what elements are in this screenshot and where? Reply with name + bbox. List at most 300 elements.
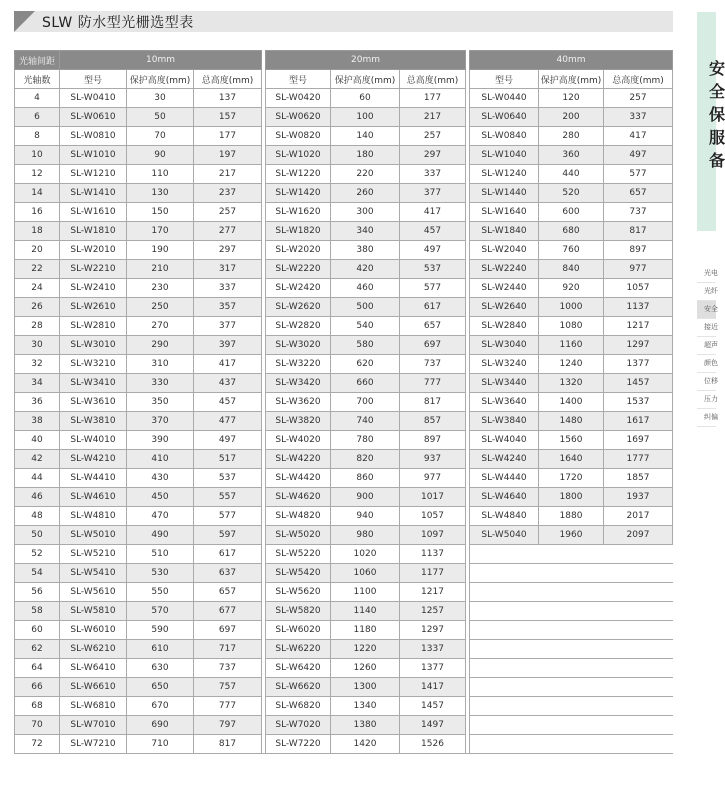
table-cell: 310	[127, 355, 194, 374]
table-cell: SL-W5410	[60, 564, 127, 583]
table-cell: 777	[194, 697, 262, 716]
table-cell: 210	[127, 260, 194, 279]
table-cell: SL-W0620	[266, 108, 331, 127]
table-cell: 1100	[331, 583, 400, 602]
table-cell: 417	[400, 203, 466, 222]
table-row	[15, 165, 673, 184]
table-cell: 1260	[331, 659, 400, 678]
table-row	[15, 602, 673, 621]
table-cell: 817	[400, 393, 466, 412]
table-cell: 8	[15, 127, 60, 146]
table-cell: SL-W2010	[60, 241, 127, 260]
table-cell: 820	[331, 450, 400, 469]
table-cell: 540	[331, 317, 400, 336]
table-cell: 330	[127, 374, 194, 393]
table-cell: SL-W6220	[266, 640, 331, 659]
table-cell: 137	[194, 89, 262, 108]
table-cell: SL-W1420	[266, 184, 331, 203]
table-cell: 900	[331, 488, 400, 507]
table-cell: 130	[127, 184, 194, 203]
table-cell: 1857	[604, 469, 673, 488]
table-cell: 690	[127, 716, 194, 735]
table-cell: SL-W3610	[60, 393, 127, 412]
table-cell: SL-W2440	[470, 279, 539, 298]
table-cell: 797	[194, 716, 262, 735]
table-cell: 1137	[604, 298, 673, 317]
table-cell: 357	[194, 298, 262, 317]
table-cell: 1217	[400, 583, 466, 602]
table-cell: 1377	[400, 659, 466, 678]
table-cell: SL-W0420	[266, 89, 331, 108]
side-nav-item[interactable]: 位移	[697, 373, 716, 391]
column-header: 总高度(mm)	[400, 70, 466, 89]
table-cell: 637	[194, 564, 262, 583]
table-cell: 10	[15, 146, 60, 165]
table-cell: 550	[127, 583, 194, 602]
table-row	[15, 659, 673, 678]
table-cell: SL-W7210	[60, 735, 127, 754]
table-cell: SL-W1410	[60, 184, 127, 203]
table-cell: 237	[194, 184, 262, 203]
table-cell: SL-W3820	[266, 412, 331, 431]
table-row	[15, 412, 673, 431]
table-cell: 14	[15, 184, 60, 203]
table-cell: 280	[539, 127, 604, 146]
table-cell: SL-W4420	[266, 469, 331, 488]
table-cell: 1000	[539, 298, 604, 317]
group-header-40mm: 40mm	[470, 51, 673, 70]
side-nav-item[interactable]: 超声	[697, 337, 716, 355]
table-cell: 417	[604, 127, 673, 146]
table-row	[15, 146, 673, 165]
table-cell: 440	[539, 165, 604, 184]
table-row	[15, 583, 673, 602]
table-row	[15, 222, 673, 241]
table-cell: SL-W6210	[60, 640, 127, 659]
table-cell: 737	[400, 355, 466, 374]
table-cell: 1937	[604, 488, 673, 507]
table-cell: 510	[127, 545, 194, 564]
table-cell: SL-W3220	[266, 355, 331, 374]
table-cell: 457	[194, 393, 262, 412]
table-cell: 217	[194, 165, 262, 184]
table-cell: SL-W3210	[60, 355, 127, 374]
table-cell: 26	[15, 298, 60, 317]
table-cell: SL-W0640	[470, 108, 539, 127]
table-cell: 32	[15, 355, 60, 374]
table-row	[15, 735, 673, 754]
table-cell: 430	[127, 469, 194, 488]
table-cell: 1800	[539, 488, 604, 507]
table-cell: 52	[15, 545, 60, 564]
table-cell: 257	[604, 89, 673, 108]
table-row	[15, 545, 673, 564]
table-cell: 62	[15, 640, 60, 659]
side-nav-item[interactable]: 安全	[697, 301, 716, 319]
table-cell: 1417	[400, 678, 466, 697]
table-cell: 60	[331, 89, 400, 108]
table-cell: 630	[127, 659, 194, 678]
table-row	[15, 260, 673, 279]
table-row	[15, 450, 673, 469]
table-cell: SL-W3410	[60, 374, 127, 393]
table-cell: SL-W6620	[266, 678, 331, 697]
table-cell: SL-W3420	[266, 374, 331, 393]
table-cell: 497	[400, 241, 466, 260]
table-cell: 100	[331, 108, 400, 127]
table-cell: 257	[400, 127, 466, 146]
table-cell: 417	[194, 355, 262, 374]
table-cell: SL-W5610	[60, 583, 127, 602]
table-cell: 1320	[539, 374, 604, 393]
table-cell: 577	[604, 165, 673, 184]
column-header: 保护高度(mm)	[539, 70, 604, 89]
table-cell: 1497	[400, 716, 466, 735]
table-cell: 1160	[539, 336, 604, 355]
table-cell: 157	[194, 108, 262, 127]
table-cell: 757	[194, 678, 262, 697]
table-cell: 570	[127, 602, 194, 621]
table-cell: 840	[539, 260, 604, 279]
table-cell: 64	[15, 659, 60, 678]
table-cell: 697	[400, 336, 466, 355]
table-row	[15, 564, 673, 583]
table-cell: SL-W2820	[266, 317, 331, 336]
table-cell: SL-W5010	[60, 526, 127, 545]
table-cell: SL-W6010	[60, 621, 127, 640]
table-cell: 40	[15, 431, 60, 450]
table-cell: 170	[127, 222, 194, 241]
spacing-label: 光轴间距	[15, 51, 60, 70]
table-cell: SL-W1240	[470, 165, 539, 184]
table-cell: 18	[15, 222, 60, 241]
table-cell: 44	[15, 469, 60, 488]
table-cell: SL-W1840	[470, 222, 539, 241]
empty-cell	[470, 640, 673, 659]
table-cell: 150	[127, 203, 194, 222]
table-cell: 577	[194, 507, 262, 526]
table-cell: 30	[15, 336, 60, 355]
table-cell: SL-W4820	[266, 507, 331, 526]
table-cell: 680	[539, 222, 604, 241]
table-cell: SL-W7220	[266, 735, 331, 754]
side-nav-item[interactable]: 纠偏	[697, 409, 716, 427]
table-cell: 1480	[539, 412, 604, 431]
table-cell: 1526	[400, 735, 466, 754]
table-row	[15, 108, 673, 127]
table-row	[15, 697, 673, 716]
table-cell: 1697	[604, 431, 673, 450]
table-cell: SL-W0610	[60, 108, 127, 127]
table-cell: SL-W1610	[60, 203, 127, 222]
table-cell: 1617	[604, 412, 673, 431]
empty-cell	[470, 602, 673, 621]
table-cell: 670	[127, 697, 194, 716]
table-cell: SL-W1220	[266, 165, 331, 184]
side-nav-item[interactable]: 光纤	[697, 283, 716, 301]
table-cell: 1020	[331, 545, 400, 564]
table-row	[15, 526, 673, 545]
side-banner-glyph: 备	[709, 151, 725, 170]
table-cell: 437	[194, 374, 262, 393]
table-cell: 660	[331, 374, 400, 393]
table-cell: 700	[331, 393, 400, 412]
table-cell: 1080	[539, 317, 604, 336]
table-row	[15, 678, 673, 697]
table-cell: 68	[15, 697, 60, 716]
table-row	[15, 469, 673, 488]
table-cell: SL-W2020	[266, 241, 331, 260]
side-banner-glyph: 全	[709, 82, 725, 101]
table-cell: 737	[194, 659, 262, 678]
side-banner	[697, 12, 725, 231]
table-cell: 1560	[539, 431, 604, 450]
table-cell: 90	[127, 146, 194, 165]
table-cell: 36	[15, 393, 60, 412]
table-cell: 420	[331, 260, 400, 279]
table-cell: 6	[15, 108, 60, 127]
table-row	[15, 640, 673, 659]
table-cell: SL-W1440	[470, 184, 539, 203]
table-cell: 317	[194, 260, 262, 279]
table-row	[15, 336, 673, 355]
table-cell: 977	[604, 260, 673, 279]
table-cell: 490	[127, 526, 194, 545]
table-cell: SL-W5620	[266, 583, 331, 602]
table-cell: SL-W4440	[470, 469, 539, 488]
table-cell: SL-W7010	[60, 716, 127, 735]
table-cell: 580	[331, 336, 400, 355]
table-cell: SL-W3020	[266, 336, 331, 355]
side-banner-glyph: 保	[709, 105, 725, 124]
table-cell: 20	[15, 241, 60, 260]
table-cell: 12	[15, 165, 60, 184]
table-cell: 617	[194, 545, 262, 564]
table-cell: 200	[539, 108, 604, 127]
table-cell: 56	[15, 583, 60, 602]
table-cell: 1640	[539, 450, 604, 469]
table-cell: SL-W2620	[266, 298, 331, 317]
table-cell: 390	[127, 431, 194, 450]
table-cell: SL-W3640	[470, 393, 539, 412]
table-cell: 780	[331, 431, 400, 450]
table-cell: 337	[194, 279, 262, 298]
table-cell: 537	[194, 469, 262, 488]
table-cell: SL-W5220	[266, 545, 331, 564]
table-row	[15, 507, 673, 526]
table-cell: 397	[194, 336, 262, 355]
table-cell: 717	[194, 640, 262, 659]
table-cell: 617	[400, 298, 466, 317]
table-cell: 70	[127, 127, 194, 146]
side-nav-item[interactable]: 接近	[697, 319, 716, 337]
table-cell: SL-W4210	[60, 450, 127, 469]
table-cell: 1017	[400, 488, 466, 507]
table-cell: SL-W5040	[470, 526, 539, 545]
title-bar	[14, 11, 673, 32]
table-cell: SL-W4610	[60, 488, 127, 507]
table-cell: SL-W6820	[266, 697, 331, 716]
table-row	[15, 298, 673, 317]
table-cell: 70	[15, 716, 60, 735]
table-row	[15, 89, 673, 108]
table-group-header-row	[15, 51, 673, 70]
table-cell: 1777	[604, 450, 673, 469]
table-cell: SL-W2840	[470, 317, 539, 336]
table-cell: 300	[331, 203, 400, 222]
side-nav-item[interactable]: 压力	[697, 391, 716, 409]
table-cell: 257	[194, 203, 262, 222]
table-cell: 60	[15, 621, 60, 640]
table-cell: 370	[127, 412, 194, 431]
table-cell: 58	[15, 602, 60, 621]
table-cell: 48	[15, 507, 60, 526]
table-cell: SL-W0440	[470, 89, 539, 108]
table-row	[15, 203, 673, 222]
table-cell: SL-W4220	[266, 450, 331, 469]
table-cell: SL-W5420	[266, 564, 331, 583]
table-cell: 22	[15, 260, 60, 279]
table-cell: 38	[15, 412, 60, 431]
table-cell: 1400	[539, 393, 604, 412]
table-cell: 920	[539, 279, 604, 298]
empty-cell	[470, 545, 673, 564]
table-cell: SL-W3010	[60, 336, 127, 355]
table-cell: 1180	[331, 621, 400, 640]
table-cell: 72	[15, 735, 60, 754]
column-header: 总高度(mm)	[194, 70, 262, 89]
table-cell: 30	[127, 89, 194, 108]
table-cell: SL-W2410	[60, 279, 127, 298]
selection-table	[14, 50, 673, 754]
table-cell: SL-W1810	[60, 222, 127, 241]
table-cell: SL-W1820	[266, 222, 331, 241]
table-cell: 477	[194, 412, 262, 431]
table-cell: SL-W6810	[60, 697, 127, 716]
table-cell: 897	[604, 241, 673, 260]
table-cell: 2017	[604, 507, 673, 526]
table-cell: 410	[127, 450, 194, 469]
table-cell: 380	[331, 241, 400, 260]
table-column-header-row	[15, 70, 673, 89]
table-cell: SL-W4010	[60, 431, 127, 450]
table-cell: 610	[127, 640, 194, 659]
table-cell: 377	[400, 184, 466, 203]
table-cell: 110	[127, 165, 194, 184]
table-cell: 270	[127, 317, 194, 336]
table-cell: 177	[194, 127, 262, 146]
table-cell: 180	[331, 146, 400, 165]
table-cell: SL-W3040	[470, 336, 539, 355]
side-nav-item[interactable]: 光电	[697, 265, 716, 283]
table-cell: SL-W3620	[266, 393, 331, 412]
table-cell: 590	[127, 621, 194, 640]
table-cell: SL-W5210	[60, 545, 127, 564]
column-header: 型号	[60, 70, 127, 89]
table-cell: 657	[194, 583, 262, 602]
table-cell: 497	[604, 146, 673, 165]
table-cell: SL-W4840	[470, 507, 539, 526]
table-cell: 457	[400, 222, 466, 241]
table-cell: SL-W0840	[470, 127, 539, 146]
table-cell: 817	[194, 735, 262, 754]
table-cell: SL-W5020	[266, 526, 331, 545]
table-cell: 1880	[539, 507, 604, 526]
table-cell: 1140	[331, 602, 400, 621]
table-cell: 140	[331, 127, 400, 146]
table-cell: 817	[604, 222, 673, 241]
table-cell: 50	[127, 108, 194, 127]
table-cell: 1297	[604, 336, 673, 355]
table-cell: 337	[400, 165, 466, 184]
group-header-20mm: 20mm	[266, 51, 466, 70]
table-cell: 1257	[400, 602, 466, 621]
table-cell: 1177	[400, 564, 466, 583]
table-cell: 1377	[604, 355, 673, 374]
table-cell: SL-W3440	[470, 374, 539, 393]
table-cell: 710	[127, 735, 194, 754]
table-cell: 1057	[400, 507, 466, 526]
table-cell: SL-W4810	[60, 507, 127, 526]
table-cell: 1720	[539, 469, 604, 488]
table-cell: 350	[127, 393, 194, 412]
table-row	[15, 716, 673, 735]
column-header: 型号	[470, 70, 539, 89]
side-nav-item[interactable]: 颜色	[697, 355, 716, 373]
table-cell: SL-W0820	[266, 127, 331, 146]
table-cell: 980	[331, 526, 400, 545]
table-cell: SL-W4040	[470, 431, 539, 450]
table-cell: SL-W5820	[266, 602, 331, 621]
table-cell: 260	[331, 184, 400, 203]
table-cell: SL-W5810	[60, 602, 127, 621]
table-cell: 1300	[331, 678, 400, 697]
table-cell: 1337	[400, 640, 466, 659]
side-banner-glyph: 安	[709, 59, 725, 78]
table-cell: 737	[604, 203, 673, 222]
table-cell: 360	[539, 146, 604, 165]
table-cell: 277	[194, 222, 262, 241]
table-row	[15, 431, 673, 450]
empty-cell	[470, 583, 673, 602]
table-cell: SL-W0810	[60, 127, 127, 146]
table-cell: SL-W6020	[266, 621, 331, 640]
table-cell: 677	[194, 602, 262, 621]
table-cell: 297	[400, 146, 466, 165]
group-header-10mm: 10mm	[60, 51, 262, 70]
table-cell: 1060	[331, 564, 400, 583]
table-cell: 1960	[539, 526, 604, 545]
table-row	[15, 374, 673, 393]
table-row	[15, 279, 673, 298]
table-row	[15, 621, 673, 640]
table-cell: 1457	[604, 374, 673, 393]
table-cell: SL-W4020	[266, 431, 331, 450]
table-cell: 760	[539, 241, 604, 260]
empty-cell	[470, 659, 673, 678]
table-cell: 450	[127, 488, 194, 507]
table-cell: 120	[539, 89, 604, 108]
column-header: 型号	[266, 70, 331, 89]
table-cell: SL-W4640	[470, 488, 539, 507]
table-cell: 460	[331, 279, 400, 298]
table-row	[15, 393, 673, 412]
table-cell: 4	[15, 89, 60, 108]
table-cell: 597	[194, 526, 262, 545]
table-cell: SL-W1020	[266, 146, 331, 165]
table-cell: 377	[194, 317, 262, 336]
column-header: 总高度(mm)	[604, 70, 673, 89]
